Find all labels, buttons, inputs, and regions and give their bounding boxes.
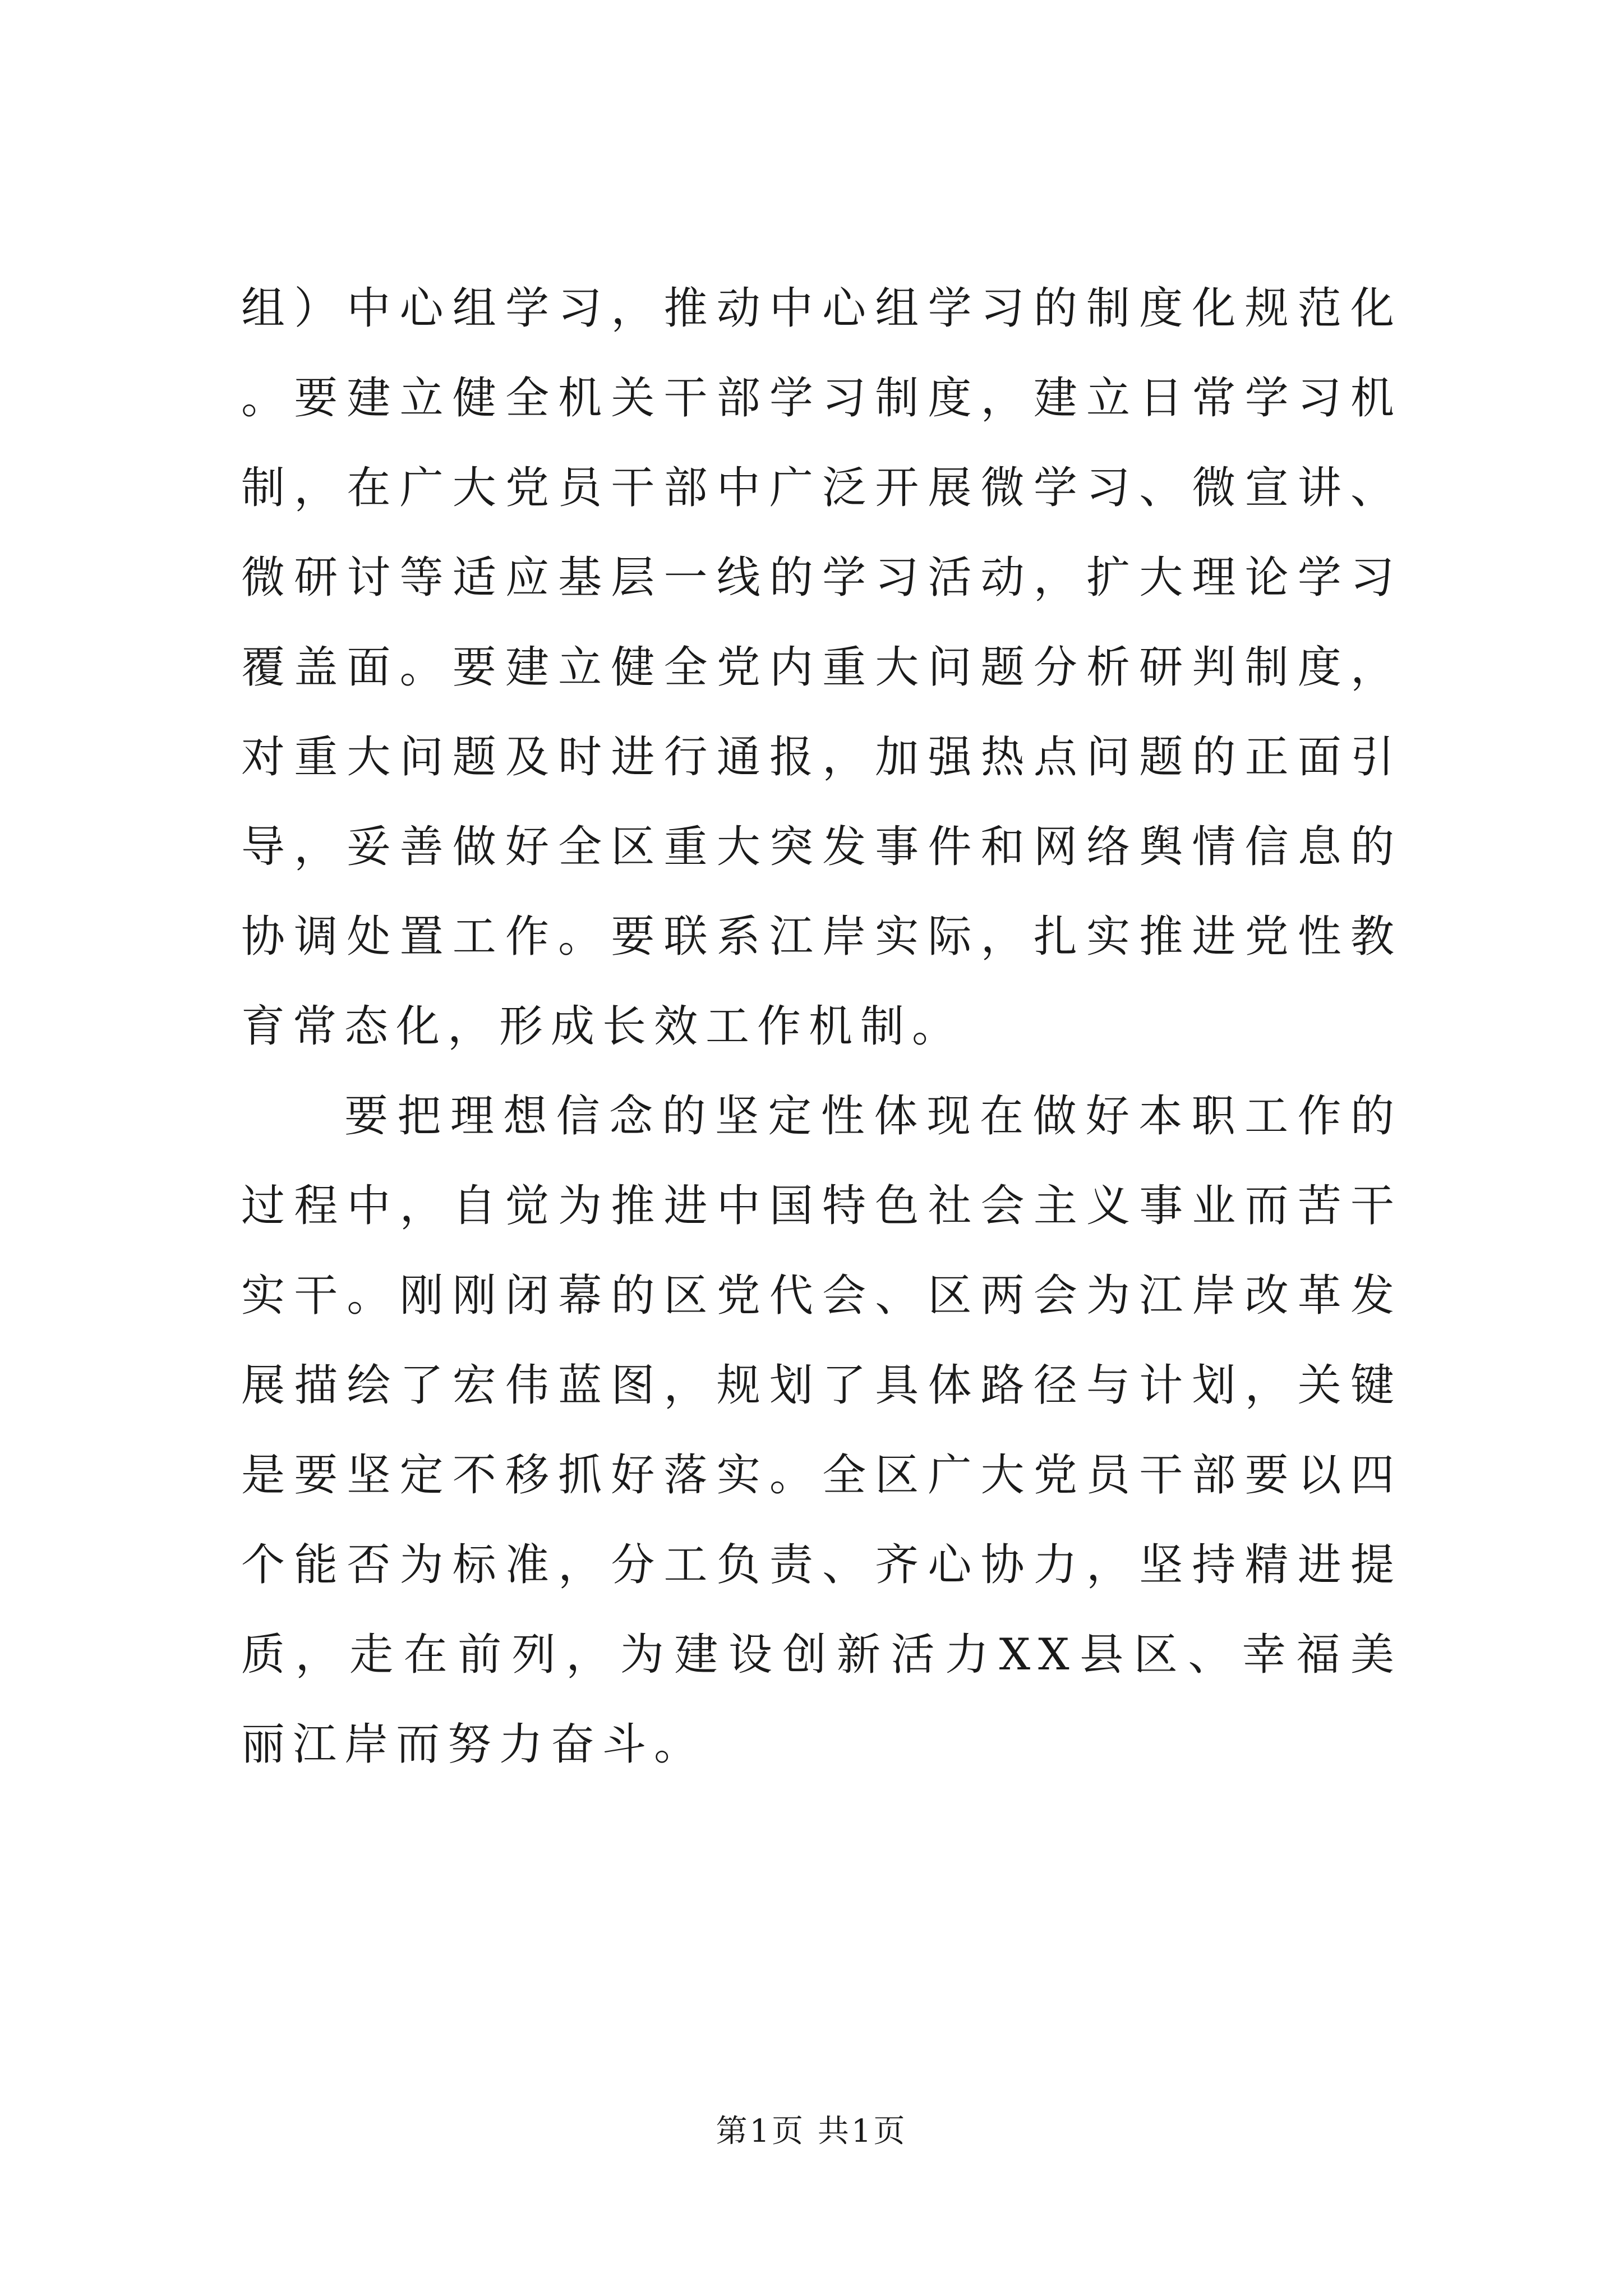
paragraph-2: 要把理想信念的坚定性体现在做好本职工作的过程中，自觉为推进中国特色社会主义事业而苦干实干。刚刚闭幕的区党代会、区两会为江岸改革发展描绘了宏伟蓝图，规划了具体路径与计划，关键是要坚定不移抓好落实。全区广大党员干部要以四个能否为标准，分工负责、齐心协力，坚持精进提质，走在前列，为建设创新活力XX县区、幸福美丽江岸而努力奋斗。 xyxy=(241,1091,1402,1770)
document-body xyxy=(241,264,1402,1789)
paragraph-1: 组）中心组学习，推动中心组学习的制度化规范化。要建立健全机关干部学习制度，建立日常学习机制，在广大党员干部中广泛开展微学习、微宣讲、微研讨等适应基层一线的学习活动，扩大理论学习覆盖面。要建立健全党内重大问题分析研判制度，对重大问题及时进行通报，加强热点问题的正面引导，妥善做好全区重大突发事件和网络舆情信息的协调处置工作。要联系江岸实际，扎实推进党性教育常态化，形成长效工作机制。 xyxy=(241,283,1402,1052)
page-footer: 第1页 共1页 xyxy=(716,2113,907,2150)
